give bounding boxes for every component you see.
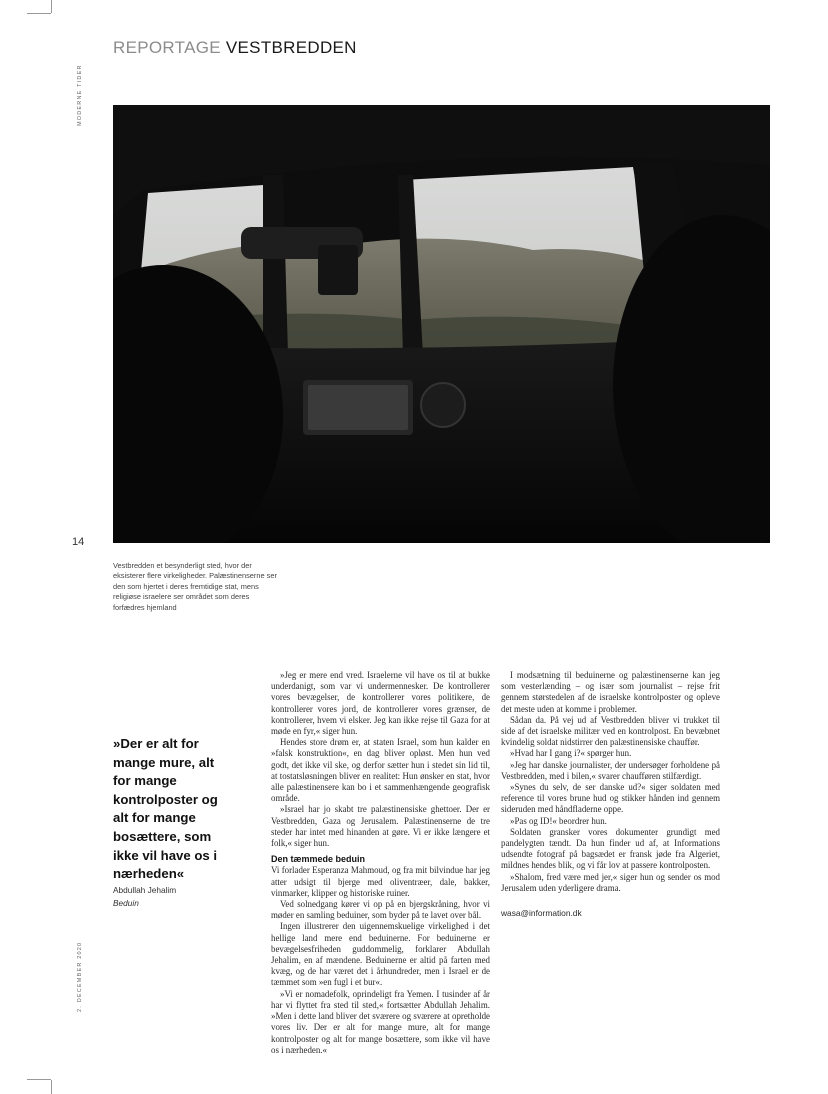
paragraph: »Jeg er mere end vred. Israelerne vil have os til at bukke underdanigt, som var vi undermennesker. De kontrollerer vores bevægelser, de kontrollerer vores politikere, de kontrollerer vores jord, de kontrollerer vores grænser, de kontrollerer, hvem vi elsker. Jeg kan ikke rejse til Gaza for at møde en fyr,« siger hun. — [271, 670, 490, 737]
paragraph: »Pas og ID!« beordrer hun. — [510, 815, 607, 826]
page-header — [113, 38, 357, 58]
article-column-2 — [501, 670, 720, 919]
pull-quote: »Der er alt for mange mure, alt for mange kontrolposter og alt for mange bosættere, som ikke vil have os i nærheden« — [113, 736, 218, 882]
crop-mark — [51, 1080, 52, 1094]
author-email-link[interactable]: wasa@information.dk — [501, 908, 582, 919]
issue-date: 2. DECEMBER 2020 — [77, 941, 83, 1012]
paragraph: »Synes du selv, de ser danske ud?« siger soldaten med reference til vores brune hud og stikker hånden ind gennem sideruden med håndfladerne oppe. — [501, 782, 720, 815]
paragraph: »Hvad har I gang i?« spørger hun. — [510, 748, 632, 759]
paragraph: Soldaten gransker vores dokumenter grundigt med pandelygten tændt. Da hun finder ud af, at Informations udsendte fotograf på bagsædet er fransk jøde fra Algeriet, mildnes hendes blik, og vi får lov at passere kontrolposten. — [501, 826, 720, 871]
crop-mark — [27, 13, 51, 14]
section-label: REPORTAGE — [113, 38, 221, 57]
paragraph: I modsætning til beduinerne og palæstinenserne kan jeg som vesterlænding – og især som journalist – rejse frit gennem størstedelen af de israelske kontrolposter og opleve det meste uden at komme i problemer. — [501, 670, 720, 714]
paragraph: Ved solnedgang kører vi op på en bjergskråning, hvor vi møder en samling beduiner, som byder på te lavet over bål. — [271, 899, 490, 921]
paragraph: »Vi er nomadefolk, oprindeligt fra Yemen. I tusinder af år har vi flyttet fra sted til sted,« fortsætter Abdullah Jehalim. »Men i dette land bliver det sværere og sværere at opretholde vores liv. Der er alt for mange mure, alt for mange kontrolposter og alt for mange bosættere, som ikke vil have os i nærheden.« — [271, 988, 490, 1055]
paragraph: »Shalom, fred være med jer,« siger hun og sender os mod Jerusalem uden yderligere drama. — [501, 871, 720, 893]
paragraph: Sådan da. På vej ud af Vestbredden bliver vi trukket til side af det israelske militær ved en kontrolpost. En bevæbnet kvindelig soldat nidstirrer den palæstinensiske chauffør. — [501, 714, 720, 748]
article-column-1 — [271, 670, 490, 1056]
paragraph: Ingen illustrerer den uigennemskuelige virkelighed i det hellige land mere end beduinerne. For beduinerne er bevægelsesfriheden guddommelig, forklarer Abdullah Jehalim, en af mændene. Beduinerne er altid på farten med kvæg, og de har været det i århundreder, men i Israel er de tæmmet som »en fugl i et bur«. — [271, 921, 490, 988]
paragraph: »Jeg har danske journalister, der undersøger forholdene på Vestbredden, med i bilen,« svarer chaufføren stilfærdigt. — [501, 759, 720, 781]
crop-mark — [27, 1079, 51, 1080]
paragraph: Vi forlader Esperanza Mahmoud, og fra mit bilvindue har jeg atter udsigt til bjerge med oliventræer, dale, bakker, vinmarker, klipper og historiske ruiner. — [271, 865, 490, 898]
paragraph: Hendes store drøm er, at staten Israel, som hun kalder en »falsk konstruktion«, en dag bliver opløst. Men hun ved godt, det ikke vil ske, og derfor sætter hun i stedet sin lid til, at tostatsløsningen bliver en realitet: Hun ønsker en stat, hvor alle palæstinensere kan bo i et sammenhængende geografisk område. — [271, 737, 490, 804]
quote-attribution-role: Beduin — [113, 898, 139, 908]
paragraph: »Israel har jo skabt tre palæstinensiske ghettoer. Der er Vestbredden, Gaza og Jerusalem. Palæstinenserne de tre steder har intet med hinanden at gøre. Vi er ikke længere et folk,« siger hun. — [271, 804, 490, 849]
magazine-name: MODERNE TIDER — [77, 64, 83, 126]
subheading: Den tæmmede beduin — [271, 854, 366, 865]
topic-label: VESTBREDDEN — [225, 38, 357, 57]
photo-caption: Vestbredden et besynderligt sted, hvor der eksisterer flere virkeligheder. Palæstinenserne ser den som hjertet i deres fremtidige stat, mens religiøse israelere ser området som deres forfædres hjemland — [113, 561, 277, 612]
quote-attribution-name: Abdullah Jehalim — [113, 885, 177, 895]
crop-mark — [51, 0, 52, 13]
car-windshield-photo — [113, 105, 770, 543]
page-number: 14 — [72, 536, 85, 548]
